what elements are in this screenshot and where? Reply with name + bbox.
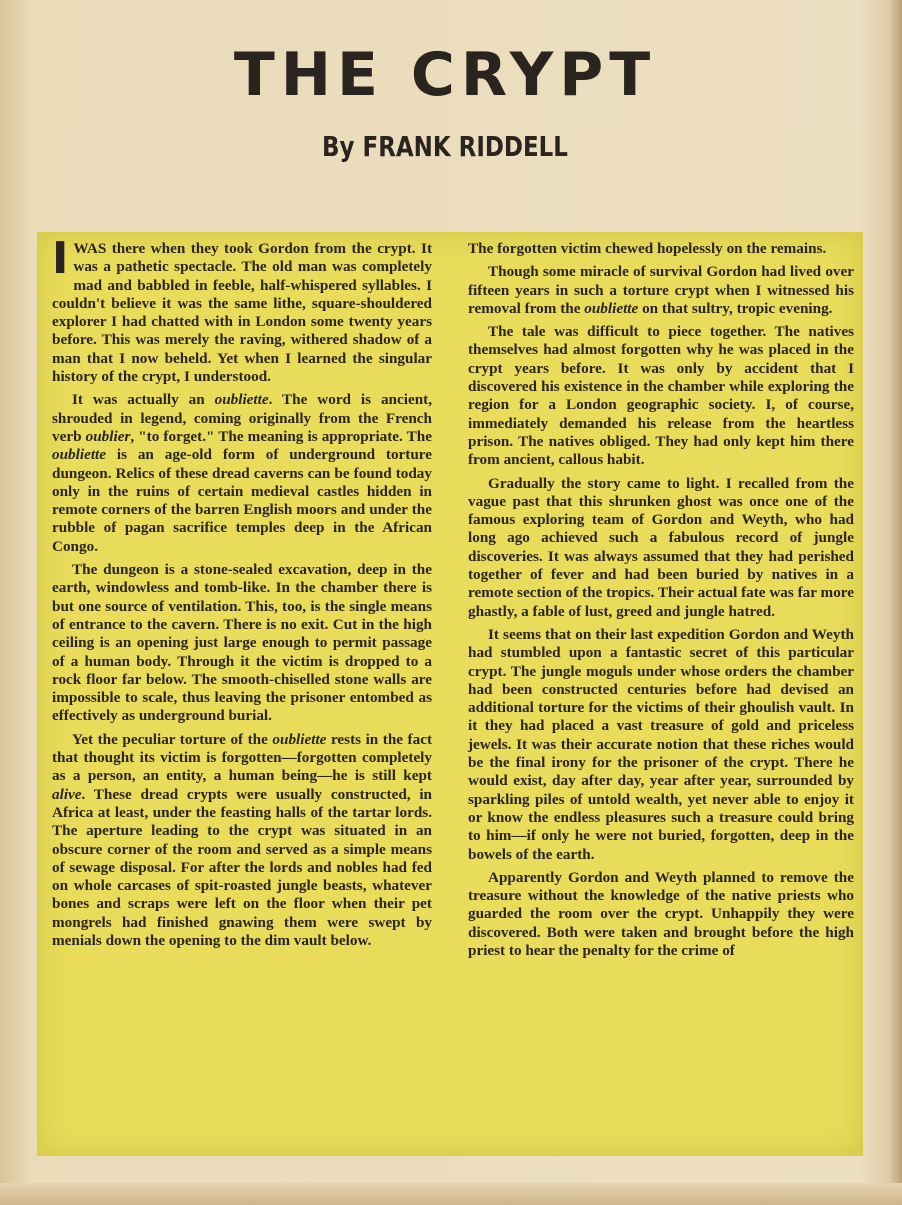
italic-term: alive <box>52 785 82 803</box>
page-bottom-edge <box>0 1183 902 1205</box>
story-title: THE CRYPT <box>233 40 657 110</box>
text-run: Though some miracle of survival Gordon had lived over fifteen years in such a torture crypt when I witnessed his removal from the <box>468 263 854 317</box>
page-edge <box>888 0 902 1205</box>
paragraph: It seems that on their last expedition Gordon and Weyth had stumbled upon a fantastic secret of this particular crypt. The jungle moguls under whose orders the chamber had been constructed centuries before had devised an additional torture for the victims of their ghoulish vault. In it they had placed a vast treasure of gold and priceless jewels. It was their accurate notion that these riches would be the final irony for the prisoner of the crypt. There he would exist, day after day, year after year, surrounded by sparkling piles of untold wealth, yet never able to enjoy it or know the endless pleasures such a treasure could bring to him—if only he were not buried, forgotten, deep in the bowels of the earth. <box>468 625 854 863</box>
text-run: rests in the fact that thought its victim is forgotten—forgotten completely as a person, an entity, a human being—he is still kept <box>52 730 433 785</box>
paragraph: Gradually the story came to light. I recalled from the vague past that this shrunken ghost was once one of the famous exploring team of Gordon and Weyth, who had long ago achieved such a fabulous record of jungle discoveries. It was always assumed that they had perished together of fever and had been buried by natives in a remote section of the tropics. Their actual fate was far more ghastly, a fable of lust, greed and jungle hatred. <box>468 474 854 620</box>
drop-cap: I <box>52 233 69 284</box>
text-run: on that sultry, tropic evening. <box>638 299 833 317</box>
text-run: Yet the peculiar torture of the <box>72 730 273 748</box>
text-run: . These dread crypts were usually constructed, in Africa at least, under the feasting halls of the tartar lords. The aperture leading to the crypt was situated in an obscure corner of the room and served as a simple means of sewage disposal. For after the lords and nobles had fed on whole carcases of spit-roasted jungle beasts, whatever bones and scraps were left on the floor when their pet mongrels had finished gnawing them were swept by menials down the opening to the dim vault below. <box>52 785 432 949</box>
paragraph <box>52 233 432 386</box>
paragraph-text: WAS there when they took Gordon from the crypt. It was a pathetic spectacle. The old man was completely mad and babbled in feeble, half-whispered syllables. I couldn't believe it was the same lithe, square-shouldered explorer I had chatted with in London some twenty years before. This was merely the raving, withered shadow of a man that I now beheld. Yet when I learned the singular history of the crypt, I understood. <box>52 240 432 386</box>
text-run: is an age-old form of underground torture dungeon. Relics of these dread caverns can be found today only in the ruins of certain medieval castles hidden in remote corners of the barren English moors and under the rubble of pagan sacrifice temples deep in the African Congo. <box>52 446 432 555</box>
italic-term: oublier <box>85 427 131 445</box>
paragraph: The forgotten victim chewed hopelessly on the remains. <box>468 240 827 257</box>
paragraph: Apparently Gordon and Weyth planned to remove the treasure without the knowledge of the native priests who guarded the room over the crypt. Unhappily they were discovered. Both were taken and brought before the high priest to hear the penalty for the crime of <box>468 868 854 959</box>
left-column <box>52 233 433 955</box>
author-byline: By FRANK RIDDELL <box>322 130 568 163</box>
paragraph <box>52 731 432 951</box>
italic-term: oubliette <box>214 391 269 409</box>
italic-term: oubliette <box>272 730 327 748</box>
paragraph <box>468 263 854 318</box>
paragraph: The dungeon is a stone-sealed excavation, deep in the earth, windowless and tomb-like. In the chamber there is but one source of ventilation. This, too, is the single means of entrance to the cavern. There is no exit. Cut in the high ceiling is an opening just large enough to permit passage of a human body. Through it the victim is dropped to a rock floor far below. The smooth-chiselled stone walls are impossible to scale, thus leaving the prisoner entombed as effectively as underground burial. <box>52 561 432 725</box>
paragraph <box>52 391 432 556</box>
right-column <box>468 240 854 965</box>
paragraph: The tale was difficult to piece together. The natives themselves had almost forgotten why he was placed in the crypt years before. It was only by accident that I discovered his existence in the chamber while exploring the region for a London geographic society. I, of course, immediately demanded his release from the heartless prison. The natives obliged. They had only kept him there from ancient, callous habit. <box>468 323 854 469</box>
text-run: It was actually an <box>72 391 215 409</box>
italic-term: oubliette <box>52 446 106 464</box>
text-run: . The word is ancient, shrouded in legend, coming originally from the French verb <box>52 391 432 445</box>
text-run: , "to forget." The meaning is appropriate. The <box>130 427 432 445</box>
italic-term: oubliette <box>584 299 639 317</box>
